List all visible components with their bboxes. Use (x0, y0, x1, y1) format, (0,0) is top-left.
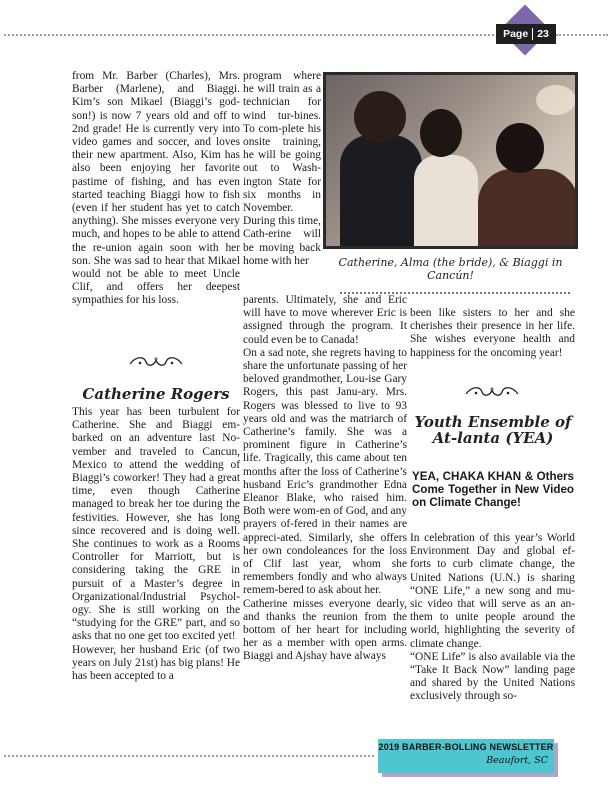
photo-person-1-body (340, 135, 422, 249)
footer-title: 2019 BARBER-BOLLING NEWSLETTER (378, 742, 554, 752)
footer-location: Beaufort, SC (486, 755, 548, 766)
photo-person-2-head (420, 109, 462, 157)
yea-article-headline: YEA, CHAKA KHAN & Others Come Together in New Video on Climate Change! (412, 470, 574, 509)
column-1-top-text (72, 70, 240, 308)
cancun-photo (323, 72, 578, 249)
column-3-top-text (410, 307, 575, 360)
page-label: Page (503, 28, 529, 40)
photo-background-light (536, 85, 576, 115)
one-life-paragraph-1: In celebration of this year’s World Environment Day and global ef-forts to curb climate change, the United Nations (U.N.) is sharing “ONE Life,” a new song and mu-sic video that will serve as an an-them to unite people around the world, highlighting the severity of climate change. (410, 532, 575, 650)
photo-person-1-head (354, 91, 406, 143)
catherine-paragraph-2: However, her husband Eric (of two years on July 21st) has big plans! He has been accepted to a (72, 643, 240, 683)
move-paragraph: parents. Ultimately, she and Eric will have to move wherever Eric is assigned through the program. It could even be to Canada! (243, 294, 407, 346)
column-2-narrow-text (243, 70, 321, 268)
eric-program-text: program where he will train as a technician for wind tur-bines. To com-plete his onsite training, he will be going out to Wash-ington State for six months in November. During this time, Cath-erine will be moving back home with her (243, 70, 321, 267)
column-3-article-text (410, 532, 575, 704)
photo-person-2-body (414, 155, 478, 249)
photo-person-3-body (478, 169, 578, 249)
footer-dotted-rule (4, 755, 374, 757)
caption-dotted-rule (340, 292, 570, 294)
photo-caption: Catherine, Alma (the bride), & Biaggi in Cancún! (338, 256, 563, 282)
sisters-paragraph: been like sisters to her and she cherishes their presence in her life. She wishes everyone health and happiness for the oncoming year! (410, 307, 575, 359)
thanks-paragraph: Catherine misses everyone dearly, and thanks the reunion from the bottom of her heart for including her as a member with open arms. Biaggi and Ajshay have always (243, 597, 407, 663)
header-dotted-rule (4, 34, 498, 36)
flourish-ornament-icon-2 (462, 384, 522, 400)
column-1-catherine-text (72, 406, 240, 683)
photo-person-3-head (496, 123, 544, 173)
kim-paragraph: from Mr. Barber (Charles), Mrs. Barber (Marlene), and Biaggi. Kim’s son Mikael (Biaggi’s god-son!) is now 7 years old and off to 2nd grade! He is currently very into video games and soccer, and loves their new apartment. Also, Kim has also been enjoying her favorite pastime of fishing, and has even started teaching Biaggi how to fish (even if her student has yet to catch anything). She misses everyone very much, and hopes to be able to attend the re-union again soon with her son. She was sad to hear that Mikael would not be able to meet Uncle Clif, and offers her deepest sympathies for his loss. (72, 70, 240, 307)
page-number-tab (496, 24, 556, 44)
yea-heading: Youth Ensemble of At-lanta (YEA) (414, 413, 572, 447)
catherine-paragraph-1: This year has been turbulent for Catherine. She and Biaggi em-barked on an adventure last No-vember and traveled to Cancun, Mexico to attend the wedding of Biaggi’s coworker! They had a great time, even though Catherine managed to break her toe during the festivities. However, she has long since recovered and is doing well. She continues to work as a Rooms Controller for Marriott, but is considering taking the GRE in pursuit of a Master’s degree in Organizational/Industrial Psychol-ogy. She is still working on the “studying for the GRE” part, and so asks that no one get too excited yet! (72, 406, 240, 643)
column-2-wide-text (243, 294, 407, 664)
grandmother-paragraph: On a sad note, she regrets having to share the unfortunate passing of her beloved grandmother, Lou-ise Gary Rogers, this past Janu-ary. Mrs. Rogers was blessed to live to 93 years old and was the matriarch of Catherine’s family. She was a prominent figure in Catherine’s life. Tragically, this came about ten months after the loss of Catherine’s husband Eric’s grandmother Edna Eleanor Blake, who raised him. Both were wom-en of God, and any prayers of-fered in their names are appreci-ated. Similarly, she offers her own condoleances for the loss of Clif last year, whom she remembers fondly and who always remem-bered to ask about her. (243, 346, 407, 597)
catherine-rogers-heading: Catherine Rogers (82, 385, 230, 403)
page-tab-separator (532, 28, 533, 40)
page-number: 23 (537, 28, 549, 40)
header-dotted-rule-right (556, 34, 608, 36)
flourish-ornament-icon (126, 354, 186, 370)
one-life-paragraph-2: “ONE Life” is also available via the “Take It Back Now” landing page and shared by the United Nations exclusively through so- (410, 650, 575, 703)
